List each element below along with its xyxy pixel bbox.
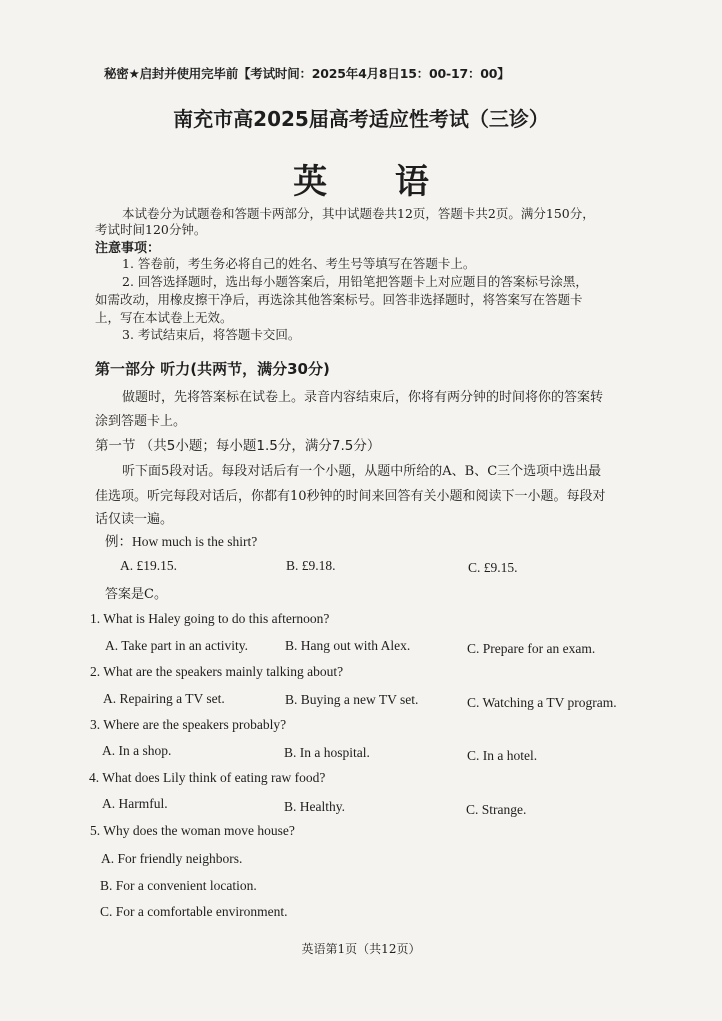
- question-1-option-b: B. Hang out with Alex.: [285, 638, 411, 653]
- question-4: 4. What does Lily think of eating raw food?: [89, 770, 326, 785]
- example-option-a: A. £19.15.: [120, 558, 177, 573]
- question-5-option-c: C. For a comfortable environment.: [100, 904, 288, 919]
- question-2: 2. What are the speakers mainly talking about?: [90, 664, 344, 679]
- question-1: 1. What is Haley going to do this afternoon?: [90, 611, 330, 626]
- section-1-instructions-line-2: 佳选项。听完每段对话后，你都有10秒钟的时间来回答有关小题和阅读下一小题。每段对: [95, 489, 606, 504]
- section-1-instructions-line-1: 听下面5段对话。每段对话后有一个小题，从题中所给的A、B、C三个选项中选出最: [122, 464, 602, 479]
- question-5: 5. Why does the woman move house?: [90, 823, 295, 838]
- question-3-option-c: C. In a hotel.: [467, 748, 538, 763]
- question-2-option-c: C. Watching a TV program.: [467, 695, 617, 710]
- question-5-option-b: B. For a convenient location.: [100, 878, 257, 893]
- question-4-option-c: C. Strange.: [466, 802, 527, 817]
- question-2-option-a: A. Repairing a TV set.: [103, 691, 225, 706]
- section-1-heading: 第一节 （共5小题；每小题1.5分，满分7.5分）: [95, 438, 381, 454]
- part-1-instructions-line-2: 涂到答题卡上。: [95, 414, 187, 429]
- question-4-option-b: B. Healthy.: [284, 799, 345, 814]
- notice-item-3: 3. 考试结束后，将答题卡交回。: [122, 327, 301, 342]
- part-1-instructions-line-1: 做题时，先将答案标在试卷上。录音内容结束后，你将有两分钟的时间将你的答案转: [122, 390, 604, 405]
- question-3-option-a: A. In a shop.: [102, 743, 172, 758]
- question-2-option-b: B. Buying a new TV set.: [285, 692, 419, 707]
- example-option-b: B. £9.18.: [286, 558, 336, 573]
- notice-item-2-line-3: 上，写在本试卷上无效。: [95, 310, 233, 325]
- notice-item-2-line-1: 2. 回答选择题时，选出每小题答案后，用铅笔把答题卡上对应题目的答案标号涂黑，: [122, 274, 588, 289]
- question-1-option-a: A. Take part in an activity.: [105, 638, 249, 653]
- question-3: 3. Where are the speakers probably?: [90, 717, 287, 732]
- question-4-option-a: A. Harmful.: [102, 796, 168, 811]
- part-1-heading: 第一部分 听力(共两节，满分30分): [95, 360, 330, 378]
- example-answer: 答案是C。: [105, 587, 167, 602]
- notice-heading: 注意事项：: [95, 241, 161, 256]
- section-1-instructions-line-3: 话仅读一遍。: [95, 512, 174, 527]
- confidential-notice: 秘密★启封并使用完毕前【考试时间：2025年4月8日15：00-17：00】: [104, 66, 510, 81]
- page-footer: 英语第1页（共12页）: [301, 942, 421, 956]
- intro-line-2: 考试时间120分钟。: [95, 222, 207, 237]
- intro-line-1: 本试卷分为试题卷和答题卡两部分，其中试题卷共12页，答题卡共2页。满分150分，: [122, 206, 595, 221]
- notice-item-1: 1. 答卷前，考生务必将自己的姓名、考生号等填写在答题卡上。: [122, 256, 476, 271]
- question-3-option-b: B. In a hospital.: [284, 745, 370, 760]
- notice-item-2-line-2: 如需改动，用橡皮擦干净后，再选涂其他答案标号。回答非选择题时，将答案写在答题卡: [95, 292, 583, 307]
- question-5-option-a: A. For friendly neighbors.: [101, 851, 243, 866]
- subject-title: 英 语: [293, 162, 457, 202]
- example-question: 例：How much is the shirt?: [105, 534, 258, 549]
- example-option-c: C. £9.15.: [468, 560, 518, 575]
- exam-title: 南充市高2025届高考适应性考试（三诊）: [173, 107, 549, 131]
- question-1-option-c: C. Prepare for an exam.: [467, 641, 596, 656]
